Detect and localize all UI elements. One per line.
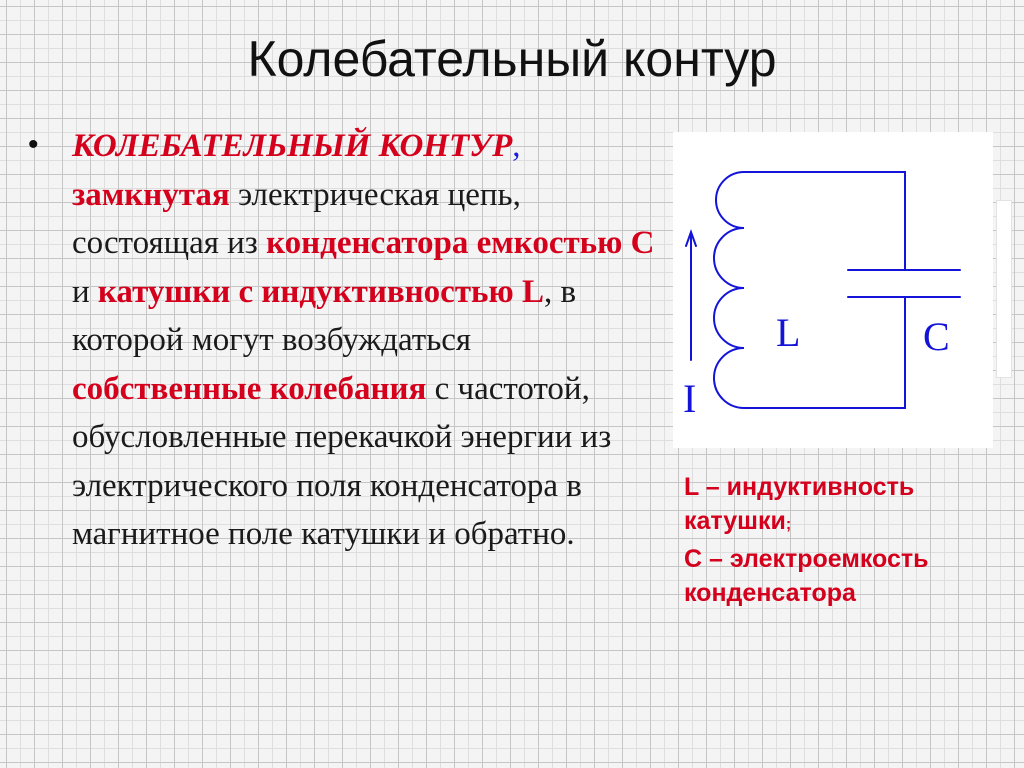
side-panel-strip: [996, 200, 1012, 378]
legend-capacitance: С – электроемкость конденсатора: [684, 545, 929, 607]
highlight-closed: замкнутая: [72, 176, 230, 213]
lc-circuit-diagram: [673, 132, 993, 448]
highlight-inductor: катушки с индуктивностью L: [97, 273, 544, 310]
text-segment: , в которой могут возбуждаться: [72, 273, 577, 358]
inductor-label: L: [776, 310, 801, 355]
legend: [684, 470, 1014, 610]
capacitor-label: C: [923, 314, 950, 359]
circuit-svg: [673, 132, 993, 448]
definition-paragraph: [72, 122, 662, 559]
text-segment: электрическая цепь, состоящая из: [72, 176, 521, 261]
definition-term: КОЛЕБАТЕЛЬНЫЙ КОНТУР: [72, 128, 513, 164]
legend-inductance: L – индуктивность катушки: [684, 473, 915, 535]
inductor-coil: [714, 172, 744, 408]
bullet-marker: •: [28, 128, 39, 161]
text-segment: и: [72, 273, 98, 310]
highlight-oscillations: собственные колебания: [72, 370, 427, 407]
bottom-wire: [744, 297, 905, 408]
text-segment: с частотой, обусловленные перекачкой энергии из электрического поля конденсатора в магнитное поле катушки и обратно.: [72, 370, 612, 552]
circuit-wires: [686, 172, 960, 408]
legend-semicolon: ;: [785, 516, 792, 533]
slide-title: Колебательный контур: [247, 31, 777, 87]
term-comma: ,: [512, 128, 521, 164]
top-wire: [744, 172, 905, 270]
highlight-capacitor: конденсатора емкостью С: [266, 225, 655, 261]
current-label: I: [683, 376, 697, 421]
